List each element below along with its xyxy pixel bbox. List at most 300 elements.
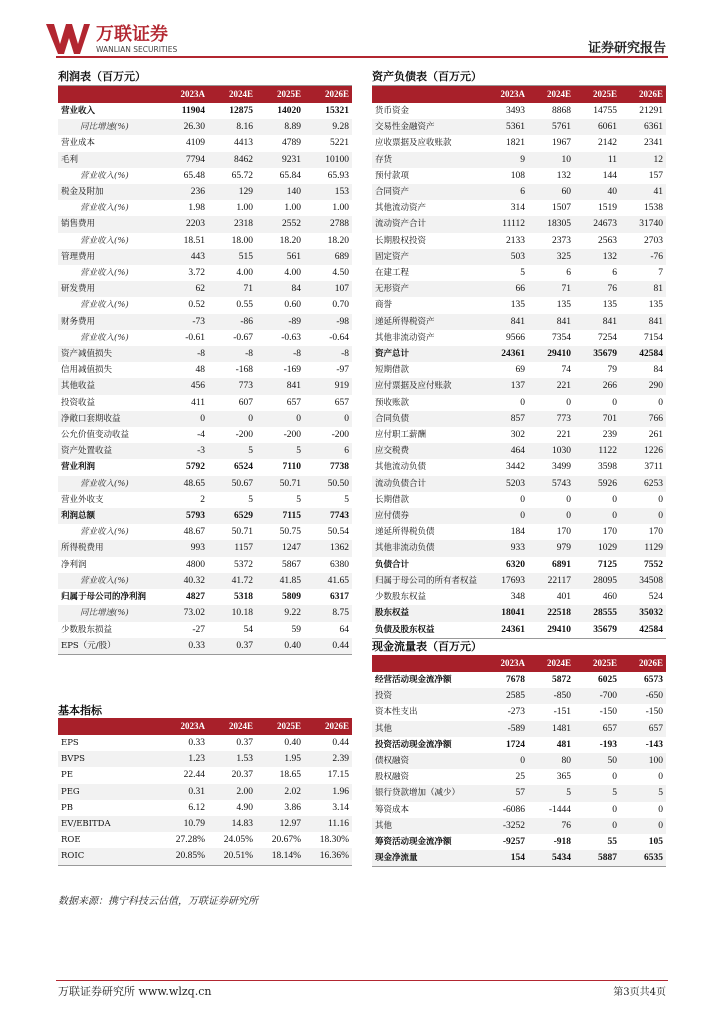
cell-value: 1821: [506, 138, 525, 149]
table-header-row: [372, 655, 666, 672]
cell-value: 26.30: [160, 119, 208, 135]
cell-value: 2133: [506, 235, 525, 246]
cell-value: 9566: [506, 332, 525, 343]
table-row: [58, 557, 352, 573]
row-label: 存货: [372, 152, 482, 168]
table-row: [58, 119, 352, 135]
table-row: [372, 672, 666, 688]
row-label: 财务费用: [58, 314, 160, 330]
cell-value: 50.54: [327, 527, 349, 538]
cell-value: 6529: [208, 508, 256, 524]
table-row: [58, 281, 352, 297]
cell-value: 236: [160, 184, 208, 200]
row-label: EPS: [61, 738, 79, 748]
header-divider: [56, 56, 668, 58]
table-row: [58, 378, 352, 394]
table-row: [372, 395, 666, 411]
cell-value: -850: [528, 688, 574, 704]
table-row: [58, 265, 352, 281]
cell-value: 5: [520, 268, 525, 279]
cell-value: 5434: [528, 850, 574, 867]
table-row: [58, 638, 352, 655]
logo-en-text: WANLIAN SECURITIES: [96, 45, 178, 54]
row-label: 其他非流动负债: [372, 540, 482, 556]
table-row: [58, 184, 352, 200]
table-row: [58, 411, 352, 427]
cell-value: 979: [528, 540, 574, 556]
row-label: PEG: [58, 784, 160, 800]
table-row: [372, 135, 666, 151]
cell-value: 7254: [598, 332, 617, 343]
cell-value: 79: [607, 365, 617, 376]
cell-value: 0: [574, 818, 620, 834]
cell-value: 62: [160, 281, 208, 297]
cell-value: 464: [482, 443, 528, 459]
cell-value: 100: [620, 753, 666, 769]
footer-divider: [56, 980, 668, 981]
cell-value: 7743: [304, 508, 352, 524]
cell-value: 5361: [482, 119, 528, 135]
cell-value: 1.00: [284, 203, 301, 214]
cell-value: 35679: [574, 346, 620, 362]
column-header: 2024E: [528, 86, 574, 103]
cell-value: 28555: [574, 605, 620, 621]
cell-value: 41.65: [304, 573, 352, 589]
table-row: [372, 216, 666, 232]
row-label: 预付款项: [375, 170, 410, 181]
cell-value: 50.71: [231, 527, 253, 538]
cell-value: 84: [653, 365, 663, 376]
cell-value: 18041: [482, 605, 528, 621]
cell-value: 7115: [256, 508, 304, 524]
row-label: 营业收入: [61, 106, 96, 116]
table-row: [372, 737, 666, 753]
cell-value: 0.33: [188, 738, 205, 748]
row-label: 营业收入(%): [58, 476, 160, 492]
cell-value: 0: [612, 494, 617, 505]
cell-value: 0.37: [208, 638, 256, 655]
table-row: [372, 152, 666, 168]
table-row: [372, 346, 666, 362]
cell-value: -150: [599, 707, 617, 718]
row-label: 营业成本: [61, 138, 96, 149]
table-row: [372, 184, 666, 200]
cell-value: 31740: [620, 216, 666, 232]
cell-value: 1538: [644, 203, 663, 214]
cell-value: 9.22: [256, 605, 304, 621]
cell-value: 0.40: [256, 638, 304, 655]
cell-value: 14755: [593, 106, 617, 116]
table-row: [372, 557, 666, 573]
cell-value: 290: [620, 378, 666, 394]
cell-value: 0: [620, 818, 666, 834]
cell-value: 2703: [644, 235, 663, 246]
cell-value: 0: [658, 494, 663, 505]
cell-value: 4.90: [236, 802, 253, 813]
cell-value: 50.67: [208, 476, 256, 492]
table-row: [58, 492, 352, 508]
cell-value: 170: [556, 527, 571, 538]
row-label: 应交税费: [372, 443, 482, 459]
cell-value: 6380: [330, 559, 349, 570]
table-row: [58, 524, 352, 540]
cell-value: 5793: [160, 508, 208, 524]
cell-value: 10: [528, 152, 574, 168]
table-row: [372, 540, 666, 556]
cell-value: 0: [304, 411, 352, 427]
row-label: 在建工程: [375, 268, 410, 279]
cell-value: 154: [482, 850, 528, 867]
cell-value: 184: [510, 527, 525, 538]
row-label: 净敞口套期收益: [58, 411, 160, 427]
cell-value: 2788: [304, 216, 352, 232]
cell-value: 6: [304, 443, 352, 459]
row-label: 信用减值损失: [61, 365, 113, 376]
cell-value: 0: [574, 508, 620, 524]
cell-value: 18.20: [327, 235, 349, 246]
cell-value: 3.14: [332, 802, 349, 813]
row-label: BVPS: [58, 751, 160, 767]
indicators-table: [58, 718, 352, 866]
table-row: [58, 784, 352, 800]
table-row: [372, 297, 666, 313]
cell-value: 3598: [598, 462, 617, 473]
cell-value: 1.53: [208, 751, 256, 767]
cell-value: 5743: [528, 476, 574, 492]
cell-value: 15321: [325, 106, 349, 116]
column-header: 2026E: [620, 655, 666, 672]
row-label: 递延所得税负债: [375, 527, 435, 538]
cell-value: -0.67: [233, 332, 253, 343]
cell-value: -700: [574, 688, 620, 704]
cell-value: 0.70: [332, 300, 349, 311]
table-row: [58, 573, 352, 589]
cell-value: 20.85%: [160, 848, 208, 865]
cell-value: 4789: [282, 138, 301, 149]
row-label: 资产总计: [372, 346, 482, 362]
cell-value: 40: [574, 184, 620, 200]
cell-value: 135: [602, 300, 617, 311]
row-label: 货币资金: [375, 106, 410, 116]
table-row: [372, 119, 666, 135]
table-row: [58, 346, 352, 362]
cell-value: 993: [160, 540, 208, 556]
cell-value: 9231: [256, 152, 304, 168]
cell-value: 0.31: [160, 784, 208, 800]
row-label: ROIC: [58, 848, 160, 865]
cell-value: 12: [620, 152, 666, 168]
cell-value: 0.44: [332, 738, 349, 748]
cell-value: 503: [482, 249, 528, 265]
cell-value: 7738: [330, 462, 349, 473]
cell-value: 841: [528, 314, 574, 330]
balance-table: [372, 86, 666, 639]
cell-value: 919: [304, 378, 352, 394]
row-label: 其他收益: [58, 378, 160, 394]
table-row: [372, 265, 666, 281]
cell-value: 8.16: [208, 119, 256, 135]
cell-value: 11112: [482, 216, 528, 232]
cell-value: 153: [304, 184, 352, 200]
table-row: [58, 622, 352, 638]
table-row: [372, 605, 666, 621]
cell-value: 14.83: [208, 816, 256, 832]
cell-value: 456: [160, 378, 208, 394]
cell-value: 65.72: [231, 170, 253, 181]
row-label: 合同资产: [372, 184, 482, 200]
cell-value: -4: [197, 430, 205, 441]
cell-value: 3442: [506, 462, 525, 473]
cell-value: 239: [602, 430, 617, 441]
column-header: [58, 86, 160, 103]
cell-value: 9: [482, 152, 528, 168]
source-note: 数据来源：携宁科技云估值，万联证券研究所: [58, 896, 258, 907]
cell-value: 607: [238, 397, 253, 408]
row-label: 负债合计: [375, 559, 410, 570]
table-row: [372, 168, 666, 184]
cell-value: 1507: [552, 203, 571, 214]
cell-value: -98: [304, 314, 352, 330]
table-row: [58, 297, 352, 313]
cell-value: 76: [528, 818, 574, 834]
cell-value: 107: [304, 281, 352, 297]
cell-value: 66: [482, 281, 528, 297]
row-label: 营业收入(%): [80, 170, 129, 181]
column-header: 2025E: [574, 655, 620, 672]
cell-value: -0.64: [329, 332, 349, 343]
row-label: 交易性金融资产: [372, 119, 482, 135]
cell-value: 50: [574, 753, 620, 769]
row-label: 营业外收支: [61, 494, 104, 505]
table-header-row: [372, 86, 666, 103]
footer-website: 万联证券研究所 www.wlzq.cn: [58, 985, 212, 998]
cell-value: 135: [648, 300, 663, 311]
cell-value: 3499: [552, 462, 571, 473]
cell-value: -193: [599, 739, 617, 750]
table-row: [58, 135, 352, 151]
row-label: 营业利润: [61, 462, 96, 473]
row-label: 流动资产合计: [372, 216, 482, 232]
row-label: 筹资活动现金流净额: [375, 837, 452, 848]
cell-value: 24.05%: [223, 835, 253, 846]
cell-value: 5: [344, 494, 349, 505]
table-row: [58, 767, 352, 783]
cell-value: 1724: [506, 739, 525, 750]
cell-value: 6317: [330, 592, 349, 603]
cell-value: 5867: [282, 559, 301, 570]
row-label: 管理费用: [58, 249, 160, 265]
column-header: 2025E: [256, 718, 304, 735]
cell-value: 84: [256, 281, 304, 297]
cell-value: 314: [510, 203, 525, 214]
cell-value: -143: [645, 739, 663, 750]
row-label: 合同负债: [372, 411, 482, 427]
table-row: [58, 443, 352, 459]
column-header: 2024E: [528, 655, 574, 672]
cell-value: 841: [620, 314, 666, 330]
row-label: 营业收入(%): [80, 332, 129, 343]
cell-value: 0: [658, 804, 663, 815]
cashflow-table: [372, 655, 666, 867]
cell-value: 8462: [208, 152, 256, 168]
cell-value: 7794: [160, 152, 208, 168]
cell-value: 3.86: [284, 802, 301, 813]
row-label: 少数股东权益: [375, 592, 427, 603]
cell-value: -0.61: [185, 332, 205, 343]
table-row: [372, 281, 666, 297]
cell-value: 1.23: [160, 751, 208, 767]
cell-value: 8.75: [304, 605, 352, 621]
cell-value: 2142: [598, 138, 617, 149]
cell-value: 35679: [574, 622, 620, 639]
row-label: 商誉: [375, 300, 393, 311]
column-header: 2024E: [208, 86, 256, 103]
row-label: 其他流动负债: [375, 462, 427, 473]
cell-value: 22.44: [183, 770, 205, 781]
report-type: 证券研究报告: [587, 41, 666, 56]
cell-value: 657: [574, 721, 620, 737]
row-label: ROE: [61, 835, 81, 846]
cell-value: 18.14%: [256, 848, 304, 865]
cell-value: 2203: [160, 216, 208, 232]
cell-value: 1519: [598, 203, 617, 214]
cell-value: 302: [510, 430, 525, 441]
table-row: [58, 605, 352, 621]
cell-value: 1122: [574, 443, 620, 459]
cell-value: 170: [602, 527, 617, 538]
cell-value: 108: [510, 170, 525, 181]
table-row: [372, 492, 666, 508]
table-row: [372, 249, 666, 265]
cell-value: 773: [208, 378, 256, 394]
cell-value: 0: [612, 772, 617, 783]
cell-value: 524: [648, 592, 663, 603]
cell-value: 50.71: [256, 476, 304, 492]
cell-value: 0: [612, 397, 617, 408]
cell-value: 401: [556, 592, 571, 603]
cell-value: 71: [528, 281, 574, 297]
table-row: [372, 103, 666, 119]
cell-value: 0.33: [160, 638, 208, 655]
table-row: [58, 427, 352, 443]
cell-value: 24361: [482, 622, 528, 639]
cell-value: 135: [510, 300, 525, 311]
cell-value: 2: [200, 494, 205, 505]
cell-value: 64: [339, 624, 349, 635]
cell-value: 1030: [528, 443, 574, 459]
cell-value: 1157: [208, 540, 256, 556]
wanlian-logo: [44, 20, 194, 56]
cell-value: 261: [648, 430, 663, 441]
cell-value: 132: [556, 170, 571, 181]
table-row: [58, 314, 352, 330]
cell-value: 20.51%: [208, 848, 256, 865]
cell-value: 6: [482, 184, 528, 200]
column-header: 2025E: [256, 86, 304, 103]
cell-value: 6320: [506, 559, 525, 570]
cell-value: 35032: [620, 605, 666, 621]
table-row: [372, 834, 666, 850]
row-label: 少数股东损益: [61, 624, 113, 635]
cell-value: 0: [566, 397, 571, 408]
cell-value: 4.00: [236, 268, 253, 279]
cell-value: -27: [192, 624, 205, 635]
cell-value: -151: [553, 707, 571, 718]
cell-value: 8.89: [256, 119, 304, 135]
cell-value: -650: [620, 688, 666, 704]
row-label: 营业收入(%): [80, 300, 129, 311]
cell-value: 2373: [552, 235, 571, 246]
table-row: [372, 459, 666, 475]
cell-value: 0: [658, 397, 663, 408]
cell-value: 5: [296, 494, 301, 505]
cell-value: 365: [556, 772, 571, 783]
row-label: 筹资成本: [375, 804, 410, 815]
cell-value: 0.44: [304, 638, 352, 655]
cell-value: 18.00: [231, 235, 253, 246]
row-label: 同比增速(%): [58, 605, 160, 621]
cell-value: 144: [602, 170, 617, 181]
table-row: [58, 200, 352, 216]
row-label: 利润总额: [58, 508, 160, 524]
cell-value: 7125: [598, 559, 617, 570]
column-header: 2026E: [304, 718, 352, 735]
table-row: [372, 769, 666, 785]
cell-value: 0: [658, 772, 663, 783]
cell-value: 0: [612, 804, 617, 815]
cell-value: 16.36%: [304, 848, 352, 865]
table-row: [372, 850, 666, 867]
cell-value: 12875: [229, 106, 253, 116]
cell-value: 14020: [277, 106, 301, 116]
cell-value: 5809: [282, 592, 301, 603]
cell-value: 325: [528, 249, 574, 265]
cell-value: 5318: [234, 592, 253, 603]
cell-value: -3252: [482, 818, 528, 834]
cell-value: 773: [528, 411, 574, 427]
cell-value: 41: [620, 184, 666, 200]
cell-value: 5761: [528, 119, 574, 135]
cell-value: 24673: [574, 216, 620, 232]
cell-value: 6: [612, 268, 617, 279]
cell-value: 18.20: [279, 235, 301, 246]
cell-value: 1.98: [188, 203, 205, 214]
cell-value: -89: [256, 314, 304, 330]
row-label: 营业收入(%): [80, 268, 129, 279]
cell-value: 3493: [506, 106, 525, 116]
cell-value: 1.00: [332, 203, 349, 214]
cell-value: 42584: [620, 346, 666, 362]
cell-value: 0: [208, 411, 256, 427]
table-row: [58, 330, 352, 346]
cell-value: 1.00: [236, 203, 253, 214]
cell-value: -9257: [502, 837, 525, 848]
row-label: 固定资产: [372, 249, 482, 265]
cell-value: 18305: [528, 216, 574, 232]
cell-value: 22117: [528, 573, 574, 589]
table-row: [58, 216, 352, 232]
cell-value: -97: [336, 365, 349, 376]
cell-value: -8: [304, 346, 352, 362]
cell-value: 24361: [482, 346, 528, 362]
table-row: [372, 378, 666, 394]
cell-value: 65.84: [279, 170, 301, 181]
cell-value: 1362: [304, 540, 352, 556]
cell-value: 841: [574, 314, 620, 330]
cell-value: 29410: [528, 346, 574, 362]
cell-value: 857: [482, 411, 528, 427]
cell-value: 29410: [528, 622, 574, 639]
